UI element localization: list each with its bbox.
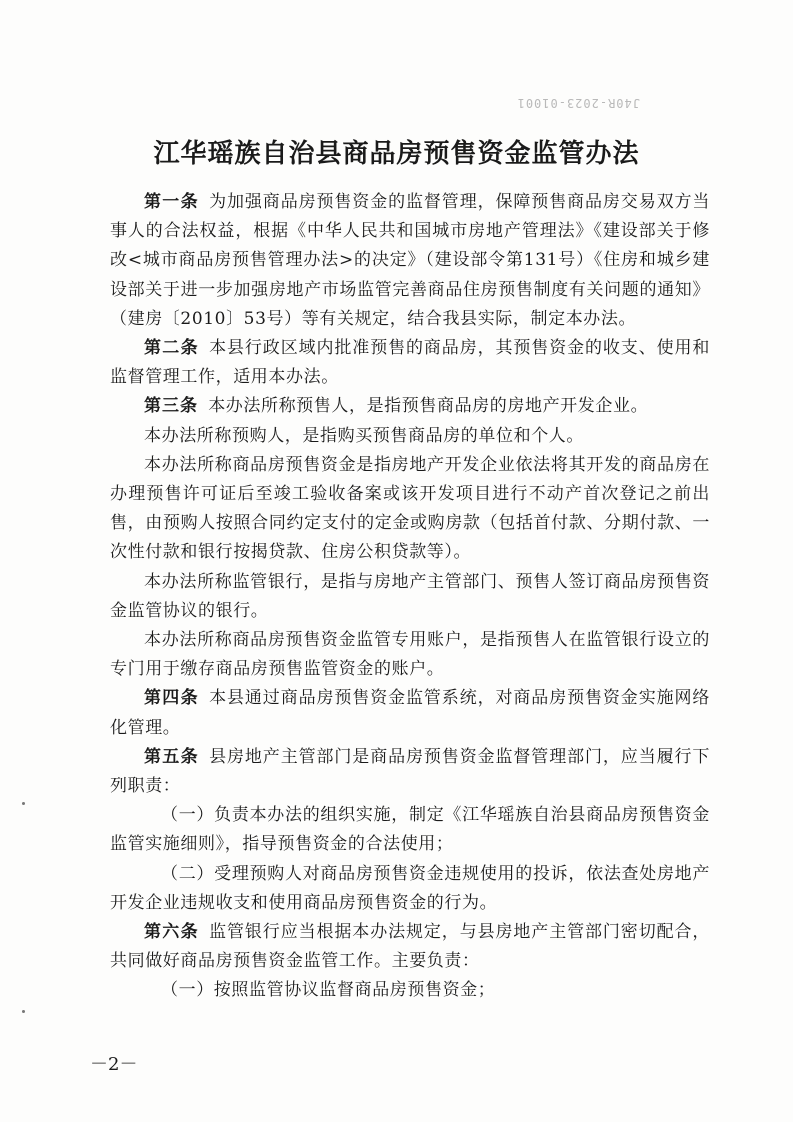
paragraph-text: 本办法所称商品房预售资金是指房地产开发企业依法将其开发的商品房在办理预售许可证后至竣工验收备案或该开发项目进行不动产首次登记之前出售，由预购人按照合同约定支付的定金或购房款（包括首付款、分期付款、一次性付款和银行按揭贷款、住房公积贷款等）。 xyxy=(110,454,710,563)
page-number: －2－ xyxy=(90,1054,138,1075)
paragraph-text: 本办法所称监管银行，是指与房地产主管部门、预售人签订商品房预售资金监管协议的银行。 xyxy=(110,571,710,621)
document-title: 江华瑶族自治县商品房预售资金监管办法 xyxy=(153,139,640,169)
paragraph-text: （一）按照监管协议监督商品房预售资金； xyxy=(161,980,496,1001)
document-code: J40R-2023-01001 xyxy=(516,96,640,110)
paragraph xyxy=(110,422,710,451)
paragraph xyxy=(110,801,710,859)
paragraph xyxy=(110,451,710,568)
scan-speck xyxy=(22,1010,25,1013)
paragraph xyxy=(110,743,710,801)
paragraph-text: 本办法所称预售人，是指预售商品房的房地产开发企业。 xyxy=(208,396,649,417)
scan-speck xyxy=(22,802,25,805)
article-heading: 第一条 xyxy=(144,192,199,212)
paragraph-text: 为加强商品房预售资金的监督管理，保障预售商品房交易双方当事人的合法权益，根据《中华人民共和国城市房地产管理法》《建设部关于修改<城市商品房预售管理办法>的决定》（建设部令第131号）《住房和城乡建设部关于进一步加强房地产市场监管完善商品住房预售制度有关问题的通知》（建房〔2010〕53号）等有关规定，结合我县实际，制定本办法。 xyxy=(110,192,710,329)
paragraph xyxy=(110,568,710,626)
paragraph xyxy=(110,976,710,1005)
paragraph-text: 本县通过商品房预售资金监管系统，对商品房预售资金实施网络化管理。 xyxy=(110,688,710,738)
paragraph xyxy=(110,334,710,392)
paragraph-text: 县房地产主管部门是商品房预售资金监督管理部门，应当履行下列职责： xyxy=(110,746,710,797)
paragraph-text: 本县行政区域内批准预售的商品房，其预售资金的收支、使用和监督管理工作，适用本办法。 xyxy=(110,338,710,388)
paragraph-text: 监管银行应当根据本办法规定，与县房地产主管部门密切配合，共同做好商品房预售资金监管工作。主要负责： xyxy=(110,922,710,972)
article-heading: 第四条 xyxy=(144,688,199,709)
article-heading: 第三条 xyxy=(144,396,198,417)
paragraph xyxy=(110,392,710,421)
paragraph xyxy=(110,188,710,334)
paragraph-text: 本办法所称商品房预售资金监管专用账户，是指预售人在监管银行设立的专门用于缴存商品房预售监管资金的账户。 xyxy=(110,630,710,680)
paragraph-text: 本办法所称预购人，是指购买预售商品房的单位和个人。 xyxy=(144,425,584,446)
document-body xyxy=(110,188,710,1006)
article-heading: 第二条 xyxy=(144,338,199,359)
paragraph-text: （一）负责本办法的组织实施，制定《江华瑶族自治县商品房预售资金监管实施细则》，指导预售资金的合法使用； xyxy=(110,805,710,855)
paragraph xyxy=(110,860,710,918)
paragraph-text: （二）受理预购人对商品房预售资金违规使用的投诉，依法查处房地产开发企业违规收支和使用商品房预售资金的行为。 xyxy=(110,863,710,913)
article-heading: 第五条 xyxy=(144,746,199,767)
article-heading: 第六条 xyxy=(144,922,199,943)
paragraph xyxy=(110,626,710,684)
paragraph xyxy=(110,918,710,976)
paragraph xyxy=(110,684,710,742)
